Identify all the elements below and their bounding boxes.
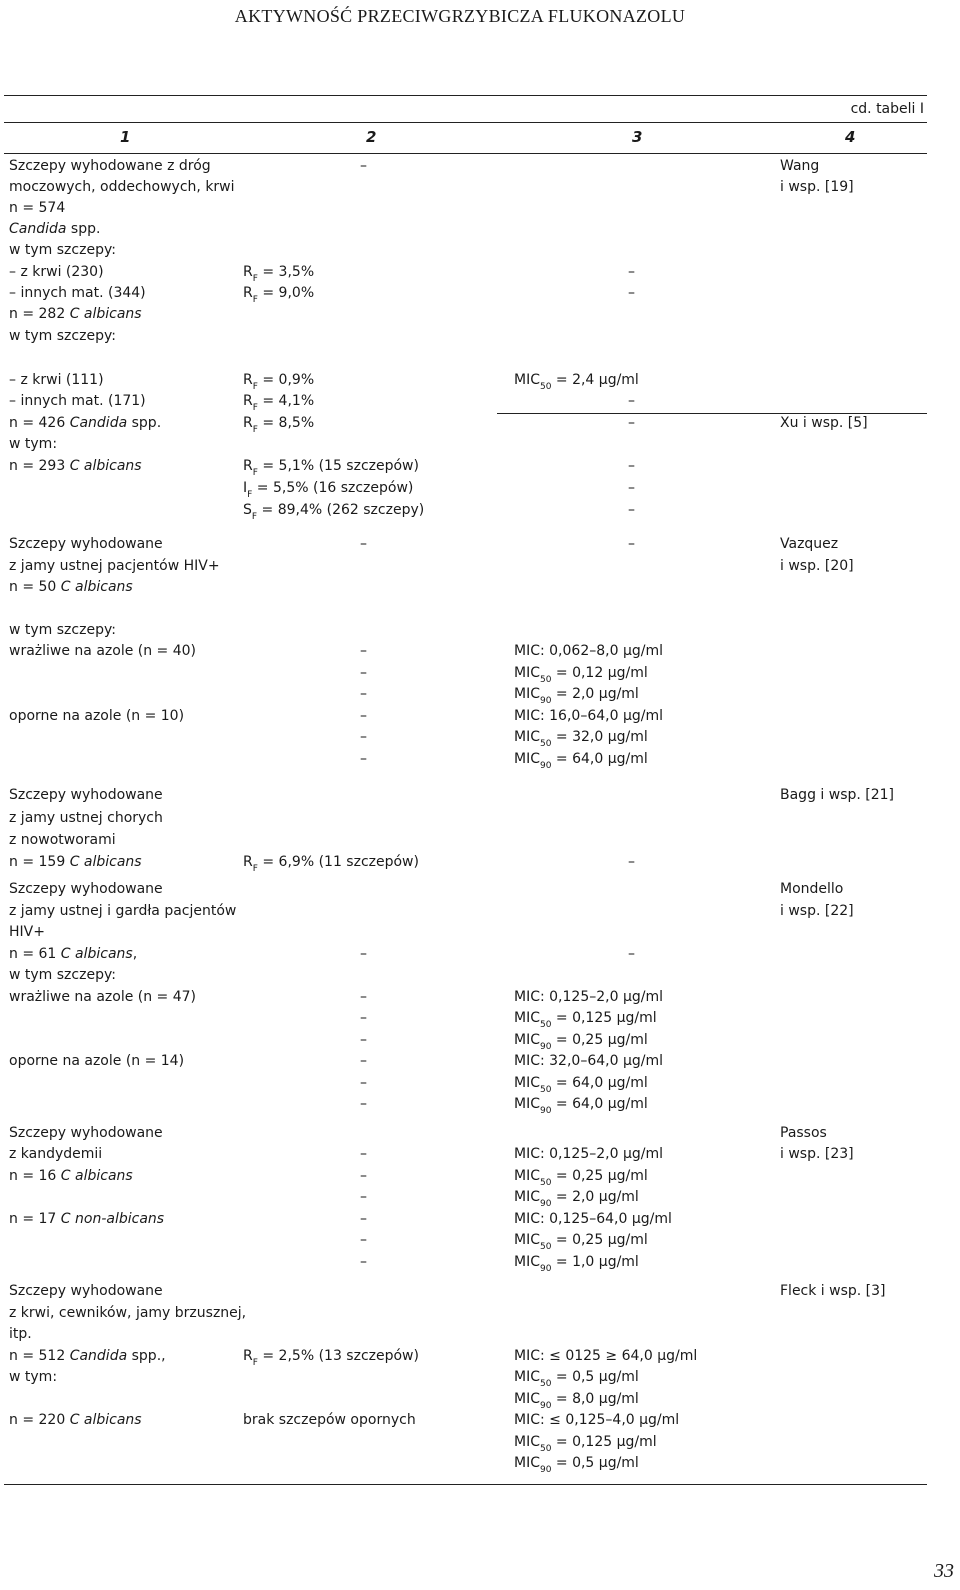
row2-mic-dash-4: – xyxy=(628,502,635,518)
row1-mic-dash-2: – xyxy=(628,285,635,301)
row3-desc-line4: w tym szczepy: xyxy=(9,622,116,638)
row7-mic50-total: $MIC_{50} = 0,5$ μg/ml xyxy=(514,1369,639,1389)
row5-dash-3: – xyxy=(360,1032,367,1048)
row5-desc-line3: HIV+ xyxy=(9,924,45,940)
row3-mic50-susceptible: $MIC_{50} = 0,12$ μg/ml xyxy=(514,665,648,685)
row1-desc-line5: w tym szczepy: xyxy=(9,242,116,258)
row3-desc-line2: z jamy ustnej pacjentów HIV+ xyxy=(9,558,220,574)
row6-reference-line2: i wsp. [23] xyxy=(780,1146,854,1162)
row6-mic90-albicans: $MIC_{90} = 2,0$ μg/ml xyxy=(514,1189,639,1209)
running-header: AKTYWNOŚĆ PRZECIWGRZYBICZA FLUKONAZOLU xyxy=(234,6,686,26)
row5-dash-4: – xyxy=(360,1053,367,1069)
row3-dash-2: – xyxy=(360,665,367,681)
row3-reference-line2: i wsp. [20] xyxy=(780,558,854,574)
row6-mic50-albicans: $MIC_{50} = 0,25$ μg/ml xyxy=(514,1168,648,1188)
row3-reference-line1: Vazquez xyxy=(780,536,839,552)
row5-mic50-resistant: $MIC_{50} = 64,0$ μg/ml xyxy=(514,1075,648,1095)
row1-col2-dash: – xyxy=(360,158,367,174)
row4-reference: Bagg i wsp. [21] xyxy=(780,787,895,803)
row2-desc-line3: n = 293 C albicans xyxy=(9,458,142,474)
row4-desc-line1: Szczepy wyhodowane xyxy=(9,787,163,803)
page-number: 33 xyxy=(934,1560,954,1582)
row2-desc-line2: w tym: xyxy=(9,436,58,452)
row7-desc-line4: n = 512 Candida spp., xyxy=(9,1348,166,1364)
row4-resistance: $R_F = 6,9\%$ (11 szczepów) xyxy=(243,854,419,874)
row1-desc-line1: Szczepy wyhodowane z dróg xyxy=(9,158,211,174)
row5-desc-line6: wrażliwe na azole (n = 47) xyxy=(9,989,197,1005)
row2-mic-dash-1: – xyxy=(628,415,635,431)
row7-mic90-albicans: $MIC_{90} = 0,5$ μg/ml xyxy=(514,1455,639,1475)
row1-desc-line3: n = 574 xyxy=(9,200,66,216)
row6-desc-line2: z kandydemii xyxy=(9,1146,103,1162)
row3-mic90-resistant: $MIC_{90} = 64,0$ μg/ml xyxy=(514,751,648,771)
row3-desc-line1: Szczepy wyhodowane xyxy=(9,536,163,552)
row3-desc-line6: oporne na azole (n = 10) xyxy=(9,708,185,724)
row3-desc-line5: wrażliwe na azole (n = 40) xyxy=(9,643,197,659)
row3-col3-dash: – xyxy=(628,536,635,552)
row4-desc-line3: z nowotworami xyxy=(9,832,116,848)
row3-mic-range-susceptible: MIC: 0,062–8,0 μg/ml xyxy=(514,643,663,659)
table-top-rule xyxy=(4,95,927,96)
row6-desc-line3: n = 16 C albicans xyxy=(9,1168,133,1184)
row6-dash-1: – xyxy=(360,1146,367,1162)
row2-resistance-albicans: $R_F = 5,1\%$ (15 szczepów) xyxy=(243,458,419,478)
row1-desc-line4: Candida spp. xyxy=(9,221,101,237)
row2-mic-dash-3: – xyxy=(628,480,635,496)
row7-desc-line6: n = 220 C albicans xyxy=(9,1412,142,1428)
row1-desc-line9: w tym szczepy: xyxy=(9,328,116,344)
row5-reference-line1: Mondello xyxy=(780,881,844,897)
row1-desc-line10: – z krwi (111) xyxy=(9,372,104,388)
row7-reference: Fleck i wsp. [3] xyxy=(780,1283,886,1299)
row3-dash-3: – xyxy=(360,686,367,702)
row6-desc-line1: Szczepy wyhodowane xyxy=(9,1125,163,1141)
row5-desc-line7: oporne na azole (n = 14) xyxy=(9,1053,185,1069)
row1-desc-line11: – innych mat. (171) xyxy=(9,393,146,409)
row5-reference-line2: i wsp. [22] xyxy=(780,903,854,919)
row6-desc-line4: n = 17 C non-albicans xyxy=(9,1211,165,1227)
row1-mic50: $MIC_{50} = 2,4$ μg/ml xyxy=(514,372,639,392)
row4-desc-line2: z jamy ustnej chorych xyxy=(9,810,163,826)
row5-dash-2: – xyxy=(360,1010,367,1026)
row6-dash-2: – xyxy=(360,1168,367,1184)
row3-dash-5: – xyxy=(360,729,367,745)
row3-mic90-susceptible: $MIC_{90} = 2,0$ μg/ml xyxy=(514,686,639,706)
row2-susceptible: $S_F = 89,4\%$ (262 szczepy) xyxy=(243,502,425,522)
row6-dash-3: – xyxy=(360,1189,367,1205)
row7-desc-line2: z krwi, cewników, jamy brzusznej, xyxy=(9,1305,247,1321)
row7-desc-line5: w tym: xyxy=(9,1369,58,1385)
row1-reference-line2: i wsp. [19] xyxy=(780,179,854,195)
row1-desc-line8: n = 282 C albicans xyxy=(9,306,142,322)
row2-mic-dash-2: – xyxy=(628,458,635,474)
row6-dash-6: – xyxy=(360,1254,367,1270)
row7-mic-range-total: MIC: ≤ 0125 ≥ 64,0 μg/ml xyxy=(514,1348,698,1364)
row7-resistance: $R_F = 2,5\%$ (13 szczepów) xyxy=(243,1348,419,1368)
row5-dash-6: – xyxy=(360,1096,367,1112)
table-continuation-label: cd. tabeli I xyxy=(850,101,924,117)
row1-reference-line1: Wang xyxy=(780,158,820,174)
row1-desc-line6: – z krwi (230) xyxy=(9,264,104,280)
row3-mic50-resistant: $MIC_{50} = 32,0$ μg/ml xyxy=(514,729,648,749)
table-bottom-rule xyxy=(4,1484,927,1485)
column-number-4: 4 xyxy=(845,128,856,146)
column-number-1: 1 xyxy=(120,128,131,146)
row6-reference-line1: Passos xyxy=(780,1125,827,1141)
row5-desc-line4: n = 61 C albicans, xyxy=(9,946,138,962)
row1-mic-dash-1: – xyxy=(628,264,635,280)
row2-desc-line1: n = 426 Candida spp. xyxy=(9,415,162,431)
row1-desc-line7: – innych mat. (344) xyxy=(9,285,146,301)
row1-resistance-blood: $R_F = 3,5\%$ xyxy=(243,264,315,284)
row6-mic50-non-albicans: $MIC_{50} = 0,25$ μg/ml xyxy=(514,1232,648,1252)
row7-mic-range-albicans: MIC: ≤ 0,125–4,0 μg/ml xyxy=(514,1412,680,1428)
row5-dash-1: – xyxy=(360,989,367,1005)
row5-desc-line1: Szczepy wyhodowane xyxy=(9,881,163,897)
row7-mic90-total: $MIC_{90} = 8,0$ μg/ml xyxy=(514,1391,639,1411)
row5-col3-dash: – xyxy=(628,946,635,962)
row3-mic-range-resistant: MIC: 16,0–64,0 μg/ml xyxy=(514,708,663,724)
row7-no-resistant: brak szczepów opornych xyxy=(243,1412,416,1428)
row3-dash-1: – xyxy=(360,643,367,659)
row1-resistance-other: $R_F = 9,0\%$ xyxy=(243,285,315,305)
row7-desc-line3: itp. xyxy=(9,1326,32,1342)
row5-desc-line2: z jamy ustnej i gardła pacjentów xyxy=(9,903,237,919)
row7-mic50-albicans: $MIC_{50} = 0,125$ μg/ml xyxy=(514,1434,657,1454)
row3-desc-line3: n = 50 C albicans xyxy=(9,579,133,595)
row6-mic-range-albicans: MIC: 0,125–2,0 μg/ml xyxy=(514,1146,663,1162)
row2-reference: Xu i wsp. [5] xyxy=(780,415,868,431)
row5-mic-range-resistant: MIC: 32,0–64,0 μg/ml xyxy=(514,1053,663,1069)
row1-resistance-blood-albicans: $R_F = 0,9\%$ xyxy=(243,372,315,392)
row2-intermediate: $I_F = 5,5\%$ (16 szczepów) xyxy=(243,480,414,500)
row4-mic-dash: – xyxy=(628,854,635,870)
row3-dash-4: – xyxy=(360,708,367,724)
column-number-rule xyxy=(4,122,927,123)
row6-dash-4: – xyxy=(360,1211,367,1227)
row6-mic-range-non-albicans: MIC: 0,125–64,0 μg/ml xyxy=(514,1211,672,1227)
row5-mic90-susceptible: $MIC_{90} = 0,25$ μg/ml xyxy=(514,1032,648,1052)
row5-mic-range-susceptible: MIC: 0,125–2,0 μg/ml xyxy=(514,989,663,1005)
row5-desc-line5: w tym szczepy: xyxy=(9,967,116,983)
header-bottom-rule xyxy=(4,153,927,154)
column-number-2: 2 xyxy=(366,128,377,146)
row1-desc-line2: moczowych, oddechowych, krwi xyxy=(9,179,235,195)
row4-desc-line4: n = 159 C albicans xyxy=(9,854,142,870)
row6-mic90-non-albicans: $MIC_{90} = 1,0$ μg/ml xyxy=(514,1254,639,1274)
row1-mic-dash-3: – xyxy=(628,393,635,409)
row2-resistance-total: $R_F = 8,5\%$ xyxy=(243,415,315,435)
row6-dash-5: – xyxy=(360,1232,367,1248)
row7-desc-line1: Szczepy wyhodowane xyxy=(9,1283,163,1299)
column-number-3: 3 xyxy=(632,128,643,146)
row5-mic90-resistant: $MIC_{90} = 64,0$ μg/ml xyxy=(514,1096,648,1116)
row5-col2-dash: – xyxy=(360,946,367,962)
row3-dash-6: – xyxy=(360,751,367,767)
row3-col2-dash: – xyxy=(360,536,367,552)
row5-dash-5: – xyxy=(360,1075,367,1091)
row1-resistance-other-albicans: $R_F = 4,1\%$ xyxy=(243,393,315,413)
row5-mic50-susceptible: $MIC_{50} = 0,125$ μg/ml xyxy=(514,1010,657,1030)
